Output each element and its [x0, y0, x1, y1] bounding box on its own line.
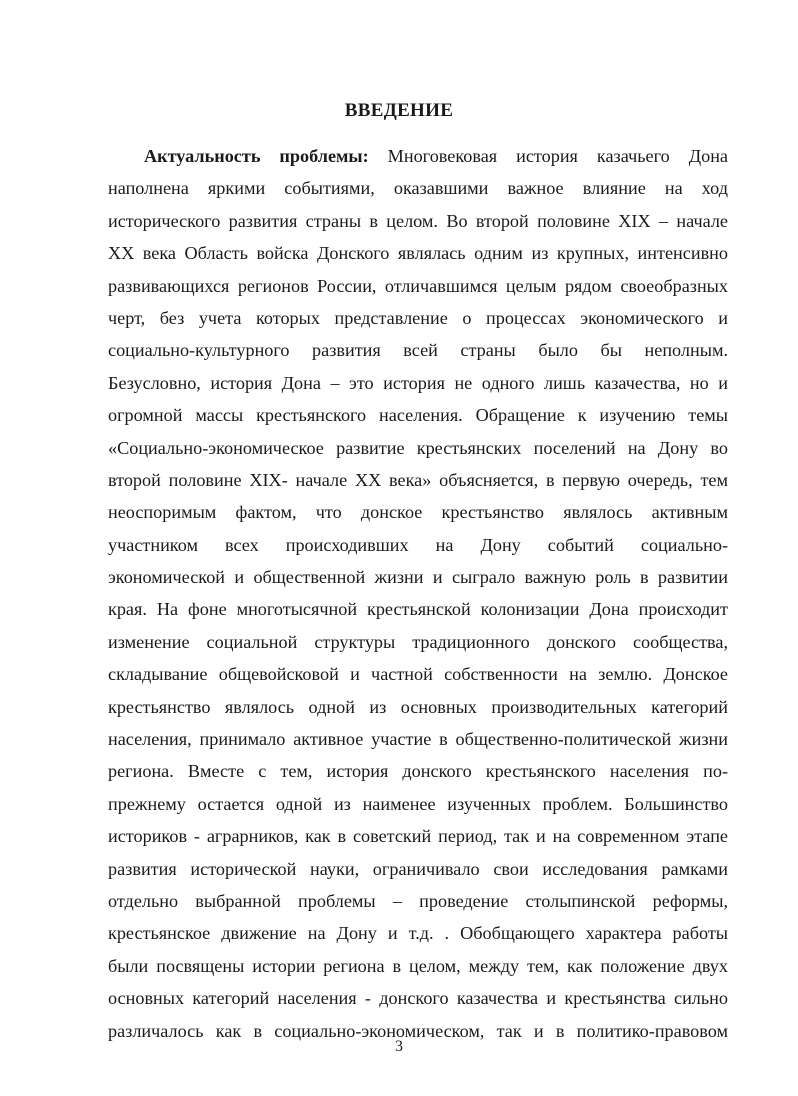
text-line: населения, принимало активное участие в общественно-политической жизни: [108, 729, 728, 750]
text-line: края. На фоне многотысячной крестьянской колонизации Дона происходит: [108, 599, 728, 620]
text-line: Безусловно, история Дона – это история не одного лишь казачества, но и: [108, 372, 728, 393]
text-line: крестьянское движение на Дону и т.д. . Обобщающего характера работы: [108, 923, 728, 944]
text-line: складывание общевойсковой и частной собственности на землю. Донское: [108, 664, 728, 685]
text-line: основных категорий населения - донского казачества и крестьянства сильно: [108, 988, 728, 1009]
lead-phrase: Актуальность проблемы:: [144, 146, 369, 166]
text-line: наполнена яркими событиями, оказавшими важное влияние на ход: [108, 178, 728, 199]
text-line: отдельно выбранной проблемы – проведение столыпинской реформы,: [108, 890, 728, 911]
text-line: «Социально-экономическое развитие крестьянских поселений на Дону во: [108, 437, 728, 458]
text-line: неоспоримым фактом, что донское крестьянство являлось активным: [108, 502, 728, 523]
text-line: прежнему остается одной из наименее изученных проблем. Большинство: [108, 793, 728, 814]
text-line: второй половине XIX- начале XX века» объясняется, в первую очередь, тем: [108, 469, 728, 490]
page-number: 3: [395, 1038, 403, 1055]
text-line: крестьянство являлось одной из основных производительных категорий: [108, 696, 728, 717]
text-line: историков - аграрников, как в советский период, так и на современном этапе: [108, 826, 728, 847]
text-line: развивающихся регионов России, отличавшимся целым рядом своеобразных: [108, 275, 728, 296]
text-line: экономической и общественной жизни и сыграло важную роль в развитии: [108, 567, 728, 588]
page-title: ВВЕДЕНИЕ: [344, 100, 454, 121]
text-line: социально-культурного развития всей страны было бы неполным.: [108, 340, 728, 361]
text-line: участником всех происходивших на Дону событий социально-: [108, 534, 728, 555]
text-line: изменение социальной структуры традиционного донского сообщества,: [108, 631, 728, 652]
body-text: [108, 140, 728, 1047]
text-line: региона. Вместе с тем, история донского крестьянского населения по-: [108, 761, 728, 782]
text-line: развития исторической науки, ограничивало свои исследования рамками: [108, 858, 728, 879]
text-line: XX века Область войска Донского являлась одним из крупных, интенсивно: [108, 243, 728, 264]
text-line: черт, без учета которых представление о процессах экономического и: [108, 307, 728, 328]
text-line-content: Многовековая история казачьего Дона: [368, 146, 728, 166]
text-line: огромной массы крестьянского населения. Обращение к изучению темы: [108, 405, 728, 426]
text-line: были посвящены истории региона в целом, между тем, как положение двух: [108, 955, 728, 976]
text-line: исторического развития страны в целом. Во второй половине XIX – начале: [108, 210, 728, 231]
text-line: различалось как в социально-экономическом, так и в политико-правовом: [108, 1020, 728, 1041]
text-line: [108, 140, 728, 172]
